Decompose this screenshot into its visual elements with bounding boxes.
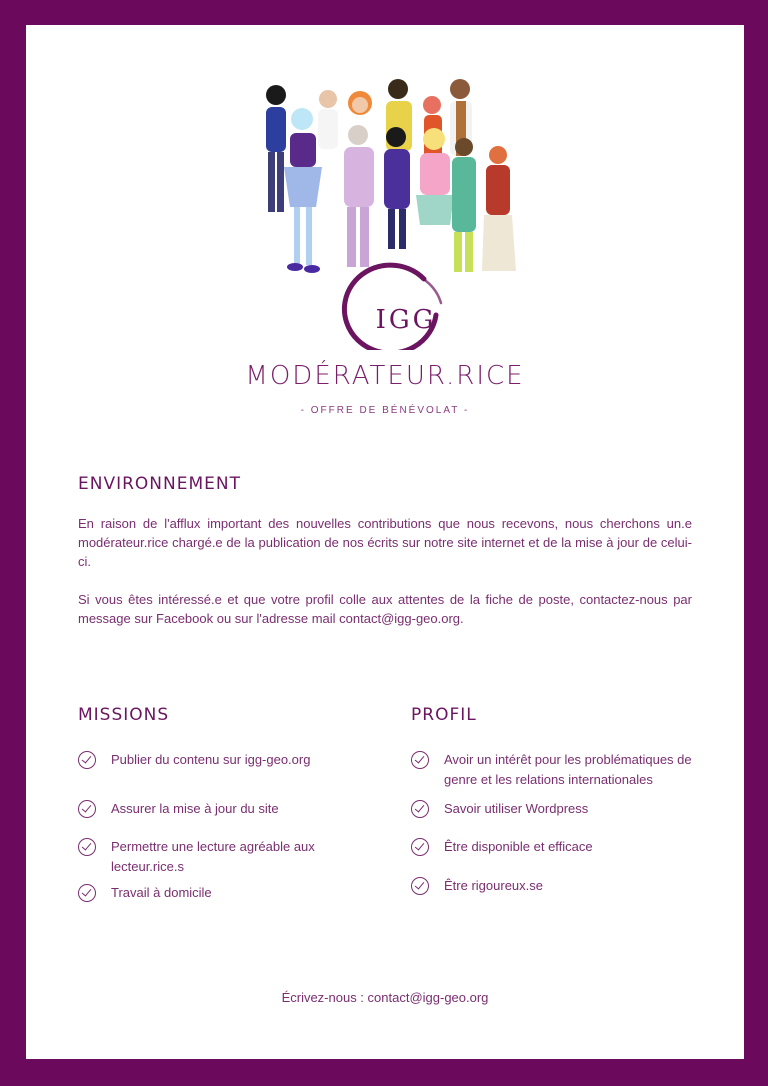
check-circle-icon: [411, 838, 429, 856]
mission-item-text: Permettre une lecture agréable aux lecteur.rice.s: [111, 839, 315, 874]
profile-item-text: Savoir utiliser Wordpress: [444, 801, 589, 816]
profile-heading: PROFIL: [411, 705, 477, 725]
check-circle-icon: [78, 884, 96, 902]
profile-item: [411, 837, 694, 857]
profile-item-text: Être disponible et efficace: [444, 839, 593, 854]
flyer-page: [26, 25, 744, 1059]
environment-paragraph-1: En raison de l'afflux important des nouvelles contributions que nous recevons, nous cherchons un.e modérateur.rice chargé.e de la publication de nos écrits sur notre site internet et de la mise à jour de celui-ci.: [78, 516, 692, 569]
profile-item-text: Être rigoureux.se: [444, 878, 543, 893]
environment-paragraph-2: Si vous êtes intéressé.e et que votre profil colle aux attentes de la fiche de poste, contactez-nous par message sur Facebook ou sur l'adresse mail contact@igg-geo.org.: [78, 592, 692, 626]
logo-text: IGG: [375, 305, 437, 335]
check-circle-icon: [411, 877, 429, 895]
illustration-people: [250, 75, 520, 350]
mission-item-text: Travail à domicile: [111, 885, 212, 900]
mission-item: [78, 799, 331, 819]
check-circle-icon: [411, 751, 429, 769]
check-circle-icon: [78, 838, 96, 856]
check-circle-icon: [78, 800, 96, 818]
mission-item: [78, 837, 331, 877]
mission-item: [78, 750, 331, 770]
page-title: MODÉRATEUR.RICE: [245, 361, 525, 391]
mission-item: [78, 883, 331, 903]
missions-heading: MISSIONS: [78, 705, 170, 725]
environment-heading: ENVIRONNEMENT: [78, 474, 241, 494]
check-circle-icon: [411, 800, 429, 818]
profile-item-text: Avoir un intérêt pour les problématiques de genre et les relations internationales: [444, 752, 692, 787]
page-subtitle: - OFFRE DE BÉNÉVOLAT -: [300, 405, 470, 416]
check-circle-icon: [78, 751, 96, 769]
mission-item-text: Assurer la mise à jour du site: [111, 801, 279, 816]
profile-item: [411, 750, 694, 790]
profile-item: [411, 799, 694, 819]
profile-item: [411, 876, 694, 896]
mission-item-text: Publier du contenu sur igg-geo.org: [111, 752, 311, 767]
footer-contact: Écrivez-nous : contact@igg-geo.org: [281, 990, 489, 1005]
people-group-icon: [266, 79, 516, 273]
igg-logo: [344, 265, 441, 350]
